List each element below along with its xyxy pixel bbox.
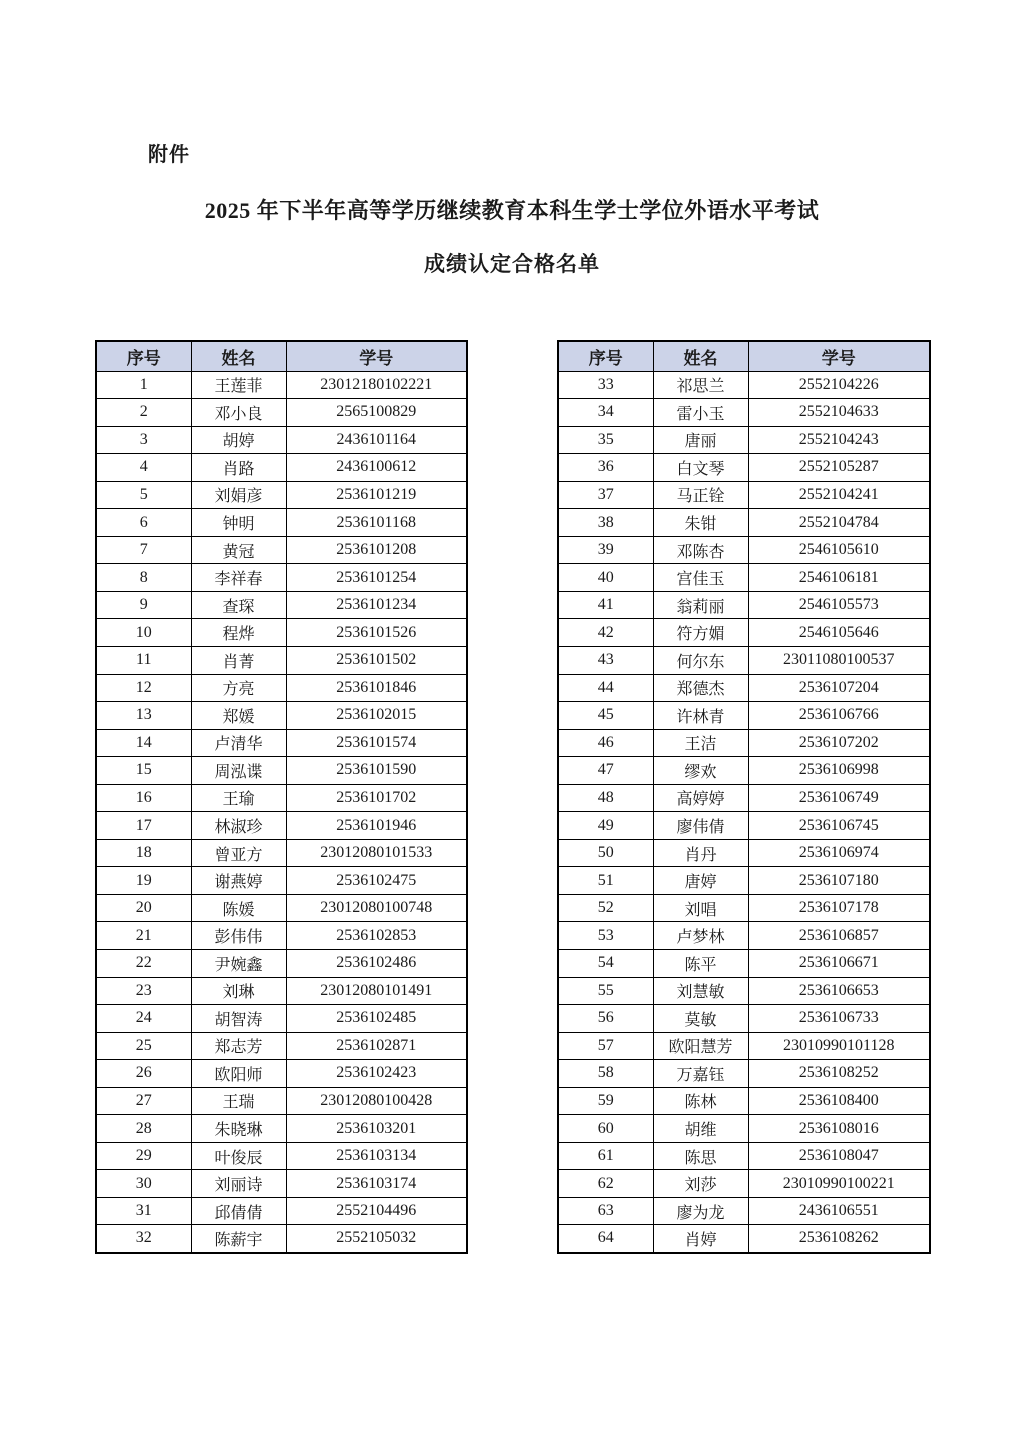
table-row: [558, 1005, 930, 1033]
student-id: 2536107178: [748, 894, 930, 922]
row-serial: 43: [558, 646, 653, 674]
table-row: [96, 784, 467, 812]
student-id: 2536106974: [748, 839, 930, 867]
row-serial: 17: [96, 812, 191, 840]
table-row: [96, 1225, 467, 1253]
student-id: 2536101234: [286, 591, 467, 619]
row-serial: 64: [558, 1225, 653, 1253]
table-row: [558, 371, 930, 399]
row-serial: 53: [558, 922, 653, 950]
table-row: [558, 426, 930, 454]
table-row: [96, 1060, 467, 1088]
table-row: [96, 646, 467, 674]
student-name: 白文琴: [653, 454, 748, 482]
table-row: [96, 509, 467, 537]
student-id: 2536102015: [286, 702, 467, 730]
table-row: [558, 1115, 930, 1143]
student-id: 2546105646: [748, 619, 930, 647]
table-row: [96, 1087, 467, 1115]
table-row: [558, 564, 930, 592]
student-name: 李祥春: [191, 564, 286, 592]
student-id: 2536106766: [748, 702, 930, 730]
col-header-name: 姓名: [653, 341, 748, 371]
student-name: 雷小玉: [653, 399, 748, 427]
student-name: 王洁: [653, 729, 748, 757]
student-id: 2536101526: [286, 619, 467, 647]
row-serial: 22: [96, 949, 191, 977]
student-name: 翁莉丽: [653, 591, 748, 619]
student-id: 2552104496: [286, 1197, 467, 1225]
table-row: [558, 1060, 930, 1088]
row-serial: 10: [96, 619, 191, 647]
student-id: 2536101574: [286, 729, 467, 757]
student-name: 林淑珍: [191, 812, 286, 840]
row-serial: 13: [96, 702, 191, 730]
student-id: 2536103134: [286, 1142, 467, 1170]
table-row: [96, 1142, 467, 1170]
student-name: 祁思兰: [653, 371, 748, 399]
student-id: 2536108252: [748, 1060, 930, 1088]
table-row: [558, 729, 930, 757]
student-id: 2536101208: [286, 536, 467, 564]
row-serial: 45: [558, 702, 653, 730]
table-row: [96, 949, 467, 977]
student-id: 2536102486: [286, 949, 467, 977]
student-name: 钟明: [191, 509, 286, 537]
student-id: 2536103201: [286, 1115, 467, 1143]
student-id: 2536101254: [286, 564, 467, 592]
student-name: 马正铨: [653, 481, 748, 509]
table-row: [96, 1115, 467, 1143]
col-header-serial: 序号: [96, 341, 191, 371]
table-row: [96, 399, 467, 427]
student-name: 郑媛: [191, 702, 286, 730]
table-row: [558, 1170, 930, 1198]
table-row: [558, 619, 930, 647]
row-serial: 48: [558, 784, 653, 812]
row-serial: 31: [96, 1197, 191, 1225]
student-name: 高婷婷: [653, 784, 748, 812]
row-serial: 61: [558, 1142, 653, 1170]
table-row: [96, 1170, 467, 1198]
table-row: [558, 867, 930, 895]
table-row: [558, 399, 930, 427]
table-row: [96, 867, 467, 895]
student-id: 2546105573: [748, 591, 930, 619]
student-id: 23010990101128: [748, 1032, 930, 1060]
table-row: [558, 646, 930, 674]
student-id: 2536108047: [748, 1142, 930, 1170]
row-serial: 23: [96, 977, 191, 1005]
student-name: 肖婷: [653, 1225, 748, 1253]
row-serial: 30: [96, 1170, 191, 1198]
student-id: 23011080100537: [748, 646, 930, 674]
student-name: 彭伟伟: [191, 922, 286, 950]
row-serial: 56: [558, 1005, 653, 1033]
row-serial: 41: [558, 591, 653, 619]
student-id: 2552105032: [286, 1225, 467, 1253]
student-id: 2536102423: [286, 1060, 467, 1088]
table-row: [558, 839, 930, 867]
row-serial: 35: [558, 426, 653, 454]
results-table-right: [557, 340, 931, 1254]
student-name: 唐婷: [653, 867, 748, 895]
student-id: 2536101946: [286, 812, 467, 840]
student-id: 23012080100428: [286, 1087, 467, 1115]
student-id: 2552104633: [748, 399, 930, 427]
student-id: 2536107202: [748, 729, 930, 757]
student-name: 黄冠: [191, 536, 286, 564]
table-row: [96, 922, 467, 950]
row-serial: 63: [558, 1197, 653, 1225]
table-row: [96, 1032, 467, 1060]
student-name: 卢清华: [191, 729, 286, 757]
student-name: 宫佳玉: [653, 564, 748, 592]
table-row: [558, 591, 930, 619]
student-id: 2536106745: [748, 812, 930, 840]
row-serial: 54: [558, 949, 653, 977]
student-name: 陈林: [653, 1087, 748, 1115]
results-table-left-wrap: [95, 340, 468, 1254]
student-name: 欧阳师: [191, 1060, 286, 1088]
student-name: 王瑞: [191, 1087, 286, 1115]
row-serial: 25: [96, 1032, 191, 1060]
row-serial: 2: [96, 399, 191, 427]
student-name: 陈薪宇: [191, 1225, 286, 1253]
student-name: 刘唱: [653, 894, 748, 922]
row-serial: 19: [96, 867, 191, 895]
student-name: 方亮: [191, 674, 286, 702]
student-name: 刘莎: [653, 1170, 748, 1198]
student-name: 卢梦林: [653, 922, 748, 950]
student-id: 2536106671: [748, 949, 930, 977]
student-name: 曾亚方: [191, 839, 286, 867]
row-serial: 59: [558, 1087, 653, 1115]
student-id: 2536107204: [748, 674, 930, 702]
student-name: 谢燕婷: [191, 867, 286, 895]
row-serial: 15: [96, 757, 191, 785]
table-row: [96, 977, 467, 1005]
student-name: 邱倩倩: [191, 1197, 286, 1225]
col-header-student-id: 学号: [748, 341, 930, 371]
table-row: [558, 949, 930, 977]
student-id: 2536101590: [286, 757, 467, 785]
page-title: 2025 年下半年高等学历继续教育本科生学士学位外语水平考试: [204, 198, 820, 223]
table-row: [96, 757, 467, 785]
row-serial: 27: [96, 1087, 191, 1115]
student-id: 2552104226: [748, 371, 930, 399]
row-serial: 18: [96, 839, 191, 867]
table-row: [96, 371, 467, 399]
student-id: 2536108400: [748, 1087, 930, 1115]
student-name: 万嘉钰: [653, 1060, 748, 1088]
table-row: [96, 812, 467, 840]
row-serial: 46: [558, 729, 653, 757]
student-id: 2552104784: [748, 509, 930, 537]
student-name: 王瑜: [191, 784, 286, 812]
row-serial: 9: [96, 591, 191, 619]
row-serial: 1: [96, 371, 191, 399]
row-serial: 37: [558, 481, 653, 509]
student-id: 2536108016: [748, 1115, 930, 1143]
row-serial: 24: [96, 1005, 191, 1033]
table-row: [96, 1005, 467, 1033]
row-serial: 50: [558, 839, 653, 867]
student-name: 刘琳: [191, 977, 286, 1005]
row-serial: 32: [96, 1225, 191, 1253]
student-id: 2546105610: [748, 536, 930, 564]
page-subtitle: 成绩认定合格名单: [424, 252, 600, 276]
student-id: 2536101168: [286, 509, 467, 537]
table-row: [96, 729, 467, 757]
row-serial: 62: [558, 1170, 653, 1198]
student-id: 2536106749: [748, 784, 930, 812]
row-serial: 7: [96, 536, 191, 564]
student-id: 2536103174: [286, 1170, 467, 1198]
table-row: [96, 591, 467, 619]
student-name: 郑志芳: [191, 1032, 286, 1060]
row-serial: 16: [96, 784, 191, 812]
student-name: 胡智涛: [191, 1005, 286, 1033]
student-id: 23012080101491: [286, 977, 467, 1005]
student-name: 何尔东: [653, 646, 748, 674]
row-serial: 20: [96, 894, 191, 922]
row-serial: 39: [558, 536, 653, 564]
table-row: [558, 536, 930, 564]
student-id: 2536106857: [748, 922, 930, 950]
student-name: 欧阳慧芳: [653, 1032, 748, 1060]
row-serial: 29: [96, 1142, 191, 1170]
student-id: 2436106551: [748, 1197, 930, 1225]
student-id: 2552105287: [748, 454, 930, 482]
student-name: 缪欢: [653, 757, 748, 785]
table-row: [558, 1225, 930, 1253]
student-id: 2565100829: [286, 399, 467, 427]
col-header-student-id: 学号: [286, 341, 467, 371]
student-name: 尹婉鑫: [191, 949, 286, 977]
table-row: [558, 894, 930, 922]
results-table-left: [95, 340, 468, 1254]
table-row: [558, 1197, 930, 1225]
student-id: 2536106653: [748, 977, 930, 1005]
row-serial: 60: [558, 1115, 653, 1143]
row-serial: 21: [96, 922, 191, 950]
table-row: [96, 702, 467, 730]
table-row: [96, 839, 467, 867]
student-id: 2536101502: [286, 646, 467, 674]
table-row: [96, 894, 467, 922]
student-name: 符方媚: [653, 619, 748, 647]
student-name: 朱钳: [653, 509, 748, 537]
student-name: 周泓谍: [191, 757, 286, 785]
table-row: [558, 757, 930, 785]
row-serial: 3: [96, 426, 191, 454]
student-name: 刘慧敏: [653, 977, 748, 1005]
student-id: 23010990100221: [748, 1170, 930, 1198]
student-id: 2546106181: [748, 564, 930, 592]
student-name: 唐丽: [653, 426, 748, 454]
student-id: 23012080100748: [286, 894, 467, 922]
student-id: 23012180102221: [286, 371, 467, 399]
table-row: [558, 812, 930, 840]
student-name: 刘丽诗: [191, 1170, 286, 1198]
row-serial: 47: [558, 757, 653, 785]
table-row: [96, 674, 467, 702]
student-id: 2552104243: [748, 426, 930, 454]
table-header-row: [96, 341, 467, 371]
student-name: 莫敏: [653, 1005, 748, 1033]
student-name: 查琛: [191, 591, 286, 619]
table-row: [96, 426, 467, 454]
table-row: [96, 564, 467, 592]
table-row: [558, 1142, 930, 1170]
student-name: 肖路: [191, 454, 286, 482]
row-serial: 40: [558, 564, 653, 592]
table-row: [558, 674, 930, 702]
student-name: 王莲菲: [191, 371, 286, 399]
student-id: 2552104241: [748, 481, 930, 509]
row-serial: 11: [96, 646, 191, 674]
student-name: 程烨: [191, 619, 286, 647]
row-serial: 42: [558, 619, 653, 647]
student-id: 2536102475: [286, 867, 467, 895]
row-serial: 44: [558, 674, 653, 702]
table-row: [558, 1087, 930, 1115]
row-serial: 52: [558, 894, 653, 922]
student-id: 2436101164: [286, 426, 467, 454]
table-row: [96, 481, 467, 509]
student-name: 胡婷: [191, 426, 286, 454]
row-serial: 8: [96, 564, 191, 592]
row-serial: 36: [558, 454, 653, 482]
table-row: [558, 481, 930, 509]
student-name: 廖为龙: [653, 1197, 748, 1225]
student-name: 陈平: [653, 949, 748, 977]
table-row: [558, 454, 930, 482]
student-id: 2536101702: [286, 784, 467, 812]
student-id: 2536102853: [286, 922, 467, 950]
student-id: 2536102485: [286, 1005, 467, 1033]
student-name: 叶俊辰: [191, 1142, 286, 1170]
row-serial: 38: [558, 509, 653, 537]
table-row: [558, 1032, 930, 1060]
table-row: [96, 454, 467, 482]
student-name: 朱晓琳: [191, 1115, 286, 1143]
row-serial: 4: [96, 454, 191, 482]
row-serial: 12: [96, 674, 191, 702]
row-serial: 51: [558, 867, 653, 895]
row-serial: 28: [96, 1115, 191, 1143]
student-id: 2536107180: [748, 867, 930, 895]
table-row: [558, 702, 930, 730]
row-serial: 58: [558, 1060, 653, 1088]
student-id: 2536102871: [286, 1032, 467, 1060]
student-name: 肖菁: [191, 646, 286, 674]
attachment-label: 附件: [148, 144, 190, 166]
student-name: 刘娟彦: [191, 481, 286, 509]
row-serial: 34: [558, 399, 653, 427]
row-serial: 55: [558, 977, 653, 1005]
row-serial: 26: [96, 1060, 191, 1088]
table-row: [96, 1197, 467, 1225]
row-serial: 14: [96, 729, 191, 757]
row-serial: 6: [96, 509, 191, 537]
student-name: 陈思: [653, 1142, 748, 1170]
student-name: 邓小良: [191, 399, 286, 427]
student-id: 2536101219: [286, 481, 467, 509]
row-serial: 33: [558, 371, 653, 399]
student-name: 郑德杰: [653, 674, 748, 702]
col-header-name: 姓名: [191, 341, 286, 371]
results-table-right-wrap: [557, 340, 931, 1254]
row-serial: 49: [558, 812, 653, 840]
table-row: [558, 509, 930, 537]
table-row: [96, 619, 467, 647]
table-header-row: [558, 341, 930, 371]
student-name: 许林青: [653, 702, 748, 730]
student-name: 肖丹: [653, 839, 748, 867]
student-name: 廖伟倩: [653, 812, 748, 840]
student-id: 2536101846: [286, 674, 467, 702]
student-name: 胡维: [653, 1115, 748, 1143]
student-name: 陈媛: [191, 894, 286, 922]
row-serial: 5: [96, 481, 191, 509]
row-serial: 57: [558, 1032, 653, 1060]
student-id: 2536106998: [748, 757, 930, 785]
table-row: [558, 977, 930, 1005]
table-row: [558, 922, 930, 950]
student-id: 2436100612: [286, 454, 467, 482]
table-row: [96, 536, 467, 564]
table-row: [558, 784, 930, 812]
student-id: 23012080101533: [286, 839, 467, 867]
col-header-serial: 序号: [558, 341, 653, 371]
student-id: 2536106733: [748, 1005, 930, 1033]
student-name: 邓陈杏: [653, 536, 748, 564]
student-id: 2536108262: [748, 1225, 930, 1253]
